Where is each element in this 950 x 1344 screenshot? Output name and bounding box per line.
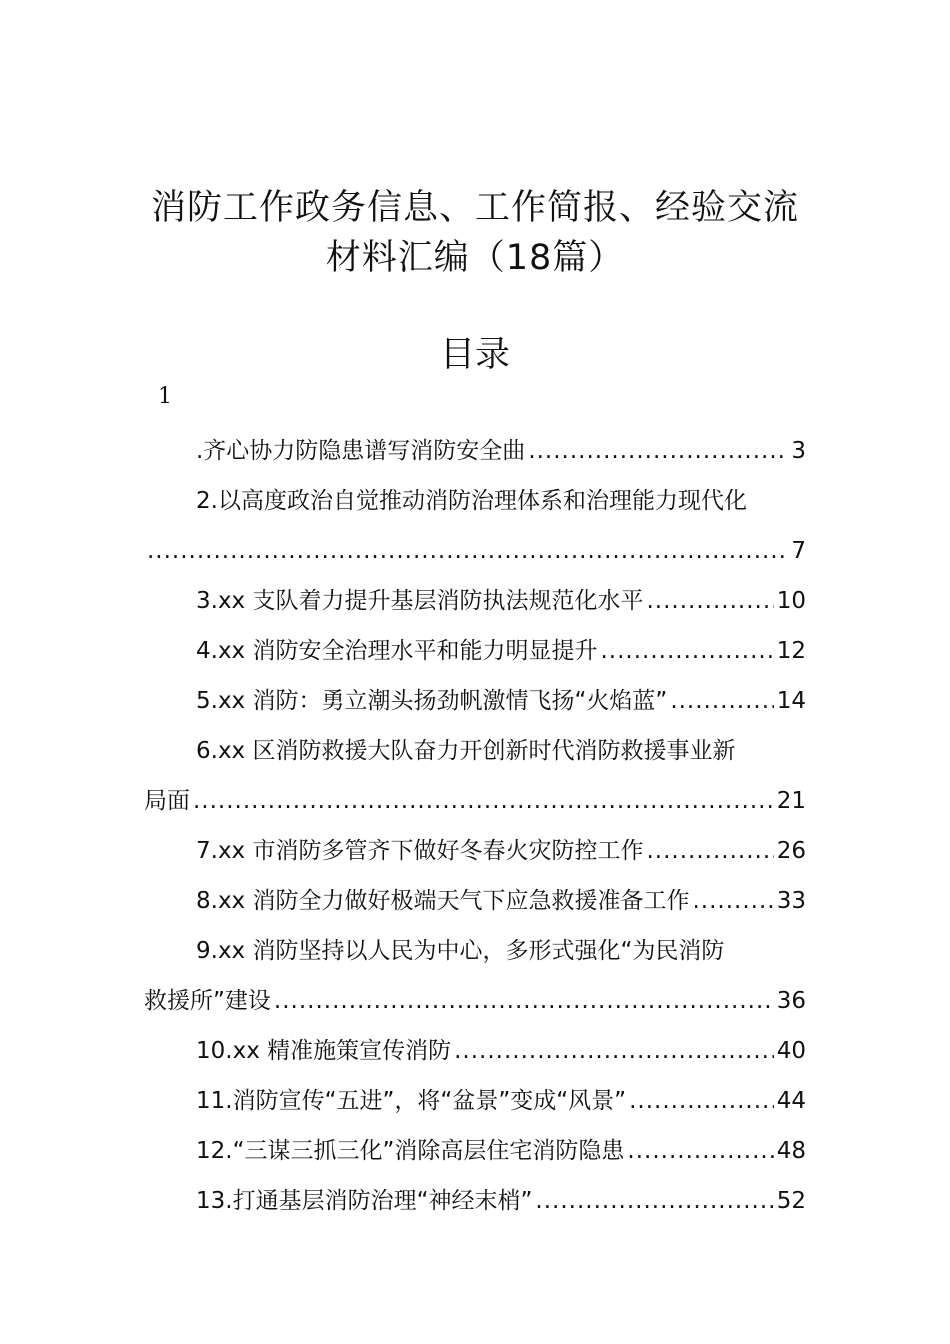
toc-entry-title: 8.xx 消防全力做好极端天气下应急救援准备工作 xyxy=(196,888,690,914)
toc-page-number: 33 xyxy=(776,888,806,914)
toc-page-number: 12 xyxy=(776,638,806,664)
toc-entry-continuation[interactable] xyxy=(144,976,806,1026)
document-title-line-2: 材料汇编（18篇） xyxy=(325,238,625,278)
toc-page-number: 14 xyxy=(776,688,806,714)
toc-entry[interactable] xyxy=(144,726,806,776)
toc-page-number: 44 xyxy=(776,1088,806,1114)
table-of-contents xyxy=(144,426,806,1226)
toc-page-number: 52 xyxy=(776,1188,806,1214)
toc-page-number: 36 xyxy=(776,988,806,1014)
toc-entry[interactable] xyxy=(144,926,806,976)
dot-leader xyxy=(646,826,773,876)
toc-entry[interactable] xyxy=(144,876,806,926)
dot-leader xyxy=(600,626,773,676)
toc-entry[interactable] xyxy=(144,426,806,476)
toc-entry-title: .齐心协力防隐患谱写消防安全曲 xyxy=(196,438,526,464)
toc-entry-title: 7.xx 市消防多管齐下做好冬春火灾防控工作 xyxy=(196,838,644,864)
toc-page-number: 21 xyxy=(776,788,806,814)
dot-leader xyxy=(528,426,788,476)
toc-page-number: 48 xyxy=(776,1138,806,1164)
toc-page-number: 7 xyxy=(791,538,806,564)
toc-entry-title: 2.以高度政治自觉推动消防治理体系和治理能力现代化 xyxy=(196,488,747,514)
toc-entry[interactable] xyxy=(144,1176,806,1226)
dot-leader xyxy=(274,976,774,1026)
toc-entry-title: 12.“三谋三抓三化”消除高层住宅消防隐患 xyxy=(196,1138,625,1164)
toc-entry-title: 3.xx 支队着力提升基层消防执法规范化水平 xyxy=(196,588,644,614)
toc-entry-title: 4.xx 消防安全治理水平和能力明显提升 xyxy=(196,638,598,664)
dot-leader xyxy=(670,676,773,726)
document-title-line-1: 消防工作政务信息、工作简报、经验交流 xyxy=(150,188,799,228)
toc-entry[interactable] xyxy=(144,1076,806,1126)
toc-entry[interactable] xyxy=(144,676,806,726)
toc-entry-title: 9.xx 消防坚持以人民为中心，多形式强化“为民消防 xyxy=(196,938,725,964)
toc-entry[interactable] xyxy=(144,626,806,676)
dot-leader xyxy=(646,576,773,626)
toc-entry-title: 11.消防宣传“五进”，将“盆景”变成“风景” xyxy=(196,1088,627,1114)
toc-entry-title: 5.xx 消防：勇立潮头扬劲帆激情飞扬“火焰蓝” xyxy=(196,688,668,714)
toc-entry-continuation[interactable] xyxy=(144,776,806,826)
toc-page-number: 3 xyxy=(791,438,806,464)
stray-page-number: 1 xyxy=(158,384,172,409)
dot-leader xyxy=(692,876,773,926)
toc-entry-title: 6.xx 区消防救援大队奋力开创新时代消防救援事业新 xyxy=(196,738,736,764)
toc-entry-continuation[interactable] xyxy=(144,526,806,576)
dot-leader xyxy=(627,1126,773,1176)
toc-entry[interactable] xyxy=(144,1126,806,1176)
toc-page-number: 26 xyxy=(776,838,806,864)
toc-entry-title: 13.打通基层消防治理“神经末梢” xyxy=(196,1188,533,1214)
toc-entry[interactable] xyxy=(144,826,806,876)
dot-leader xyxy=(147,526,788,576)
dot-leader xyxy=(629,1076,774,1126)
dot-leader xyxy=(454,1026,774,1076)
toc-page-number: 40 xyxy=(776,1038,806,1064)
dot-leader xyxy=(193,776,774,826)
toc-heading: 目录 xyxy=(439,335,510,375)
toc-entry[interactable] xyxy=(144,576,806,626)
toc-entry-title: 局面 xyxy=(144,788,190,814)
dot-leader xyxy=(535,1176,773,1226)
toc-page-number: 10 xyxy=(776,588,806,614)
toc-entry[interactable] xyxy=(144,1026,806,1076)
toc-entry[interactable] xyxy=(144,476,806,526)
toc-entry-title: 10.xx 精准施策宣传消防 xyxy=(196,1038,452,1064)
toc-entry-title: 救援所”建设 xyxy=(144,988,271,1014)
